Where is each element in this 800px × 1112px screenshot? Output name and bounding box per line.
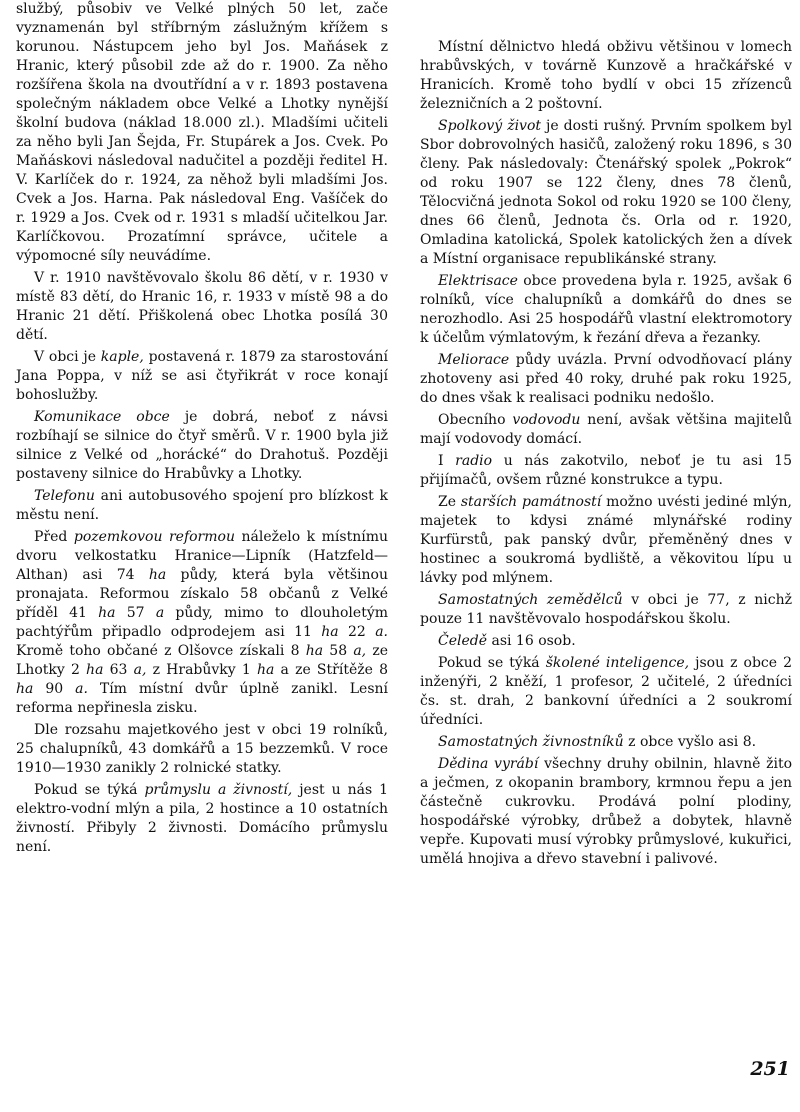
text-run: z Hrabůvky 1 (146, 662, 257, 678)
text-run: 22 (338, 624, 376, 640)
text-run: půdy, která byla většinou pronajata. Reformou získalo 58 občanů z Velké příděl 41 (16, 567, 388, 621)
paragraph (16, 721, 388, 778)
text-run: obce provedena byla r. 1925, avšak 6 rolníků, více chalupníků a domkářů do dnes se nerozhodlo. Asi 25 hospodářů vlastní elektromotory k účelům výmlatovým, k řezání dřeva a řezanky. (420, 273, 792, 346)
italic-text: Samostatných živnostníků (438, 734, 624, 750)
page-number: 251 (750, 1058, 790, 1080)
text-run: asi 16 osob. (487, 633, 576, 649)
paragraph (16, 487, 388, 525)
text-run: Před (34, 529, 74, 545)
italic-text: kaple, (100, 349, 144, 365)
paragraph (16, 0, 388, 266)
paragraph (420, 632, 792, 651)
text-run: službý, působiv ve Velké plných 50 let, zače vyznamenán byl stříbrným záslužným křížem s korunou. Nástupcem jeho byl Jos. Maňásek z Hranic, který působil zde až do r. 1900. Za něho rozšířena škola na dvoutřídní a v r. 1893 postavena společným nákladem obce Velké a Lhotky nynější školní budova (náklad 18.000 zl.). Mladšími učiteli za něho byli Jan Šejda, Fr. Stupárek a Jos. Cvek. Po Maňáskovi následoval nadučitel a později ředitel H. V. Karlíček do r. 1924, za něhož byli mladšími Jos. Cvek a Jos. Harna. Pak následoval Eng. Vašíček do r. 1929 a Jos. Cvek od r. 1931 s mladší učitelkou Jar. Karlíčkovou. Prozatímní správce, učitele a výpomocné síly neuvádíme. (16, 1, 388, 264)
text-run: Obecního (438, 412, 513, 428)
text-run: ze Lhotky 2 (16, 643, 388, 678)
right-column (420, 0, 792, 872)
paragraph (420, 591, 792, 629)
italic-text: vodovodu (512, 412, 581, 428)
italic-text: ha (148, 567, 167, 583)
text-run: jsou z obce 2 inženýři, 2 kněží, 1 profesor, 2 učitelé, 2 úředníci čs. st. drah, 2 bankovní úředníci a 2 soukromí úředníci. (420, 655, 793, 728)
text-run: půdy uvázla. První odvodňovací plány zhotoveny asi před 40 roky, druhé pak roku 1925, do dnes však k realisaci podniku nedošlo. (420, 352, 792, 406)
text-run: je dosti rušný. Prvním spolkem byl Sbor dobrovolných hasičů, založený roku 1896, s 30 členy. Pak následovaly: Čtenářský spolek „Pokrok“ od roku 1907 se 122 členy, dnes 78 členů, Tělocvičná jednota Sokol od roku 1920 se 100 členy, dnes 66 členů, Jednota čs. Orla od r. 1920, Omladina katolická, Spolek katolických žen a dívek a Místní organisace republikánské strany. (420, 118, 792, 267)
text-run: půdy, mimo to dlouholetým pachtýřům připadlo odprodejem asi 11 (16, 605, 388, 640)
paragraph (16, 528, 388, 718)
text-run: jest u nás 1 elektro-vodní mlýn a pila, 2 hostince a 10 ostatních živností. Přibyly 2 živnosti. Domácího průmyslu není. (16, 782, 388, 855)
italic-text: starších památností (460, 494, 602, 510)
italic-text: a, (353, 643, 367, 659)
text-run: V obci je (34, 349, 101, 365)
paragraph (420, 38, 792, 114)
italic-text: ha (305, 643, 324, 659)
paragraph (420, 272, 792, 348)
text-run: není, avšak většina majitelů mají vodovody domácí. (420, 412, 792, 447)
italic-text: ha (321, 624, 339, 640)
italic-text: a. (375, 624, 388, 640)
text-run: možno uvésti jediné mlýn, majetek to kdysi známé mlynářské rodiny Kurfürstů, pak panský dvůr, přeměněný dnes v hostinec a soukromá bydliště, a věkovitou lípu u lávky pod mlýnem. (420, 494, 792, 586)
italic-text: školené inteligence, (545, 655, 690, 671)
text-run: Pokud se týká (34, 782, 145, 798)
paragraph (420, 733, 792, 752)
paragraph (420, 351, 792, 408)
paragraph (420, 117, 792, 269)
paragraph (16, 781, 388, 857)
text-run: 63 (103, 662, 134, 678)
italic-text: a, (133, 662, 147, 678)
text-run: v obci je 77, z nichž pouze 11 navštěvovalo hospodářskou školu. (420, 592, 792, 627)
paragraph (420, 493, 792, 588)
text-run: Dle rozsahu majetkového jest v obci 19 rolníků, 25 chalupníků, 43 domkářů a 15 bezzemků. V roce 1910—1930 zanikly 2 rolnické statky. (16, 722, 388, 776)
text-run: z obce vyšlo asi 8. (623, 734, 757, 750)
text-run: je dobrá, neboť z návsi rozbíhají se silnice do čtyř směrů. V r. 1900 byla již silnice z Velké od „horácké“ do Drahotuš. Později postaveny silnice do Hrabůvky a Lhotky. (16, 409, 388, 482)
text-run: u nás zakotvilo, neboť je tu asi 15 přijímačů, ovšem různé konstrukce a typu. (420, 453, 792, 488)
text-run: náleželo k místnímu dvoru velkostatku Hranice—Lipník (Hatzfeld—Althan) asi 74 (16, 529, 389, 583)
italic-text: Spolkový život (438, 118, 542, 134)
paragraph (16, 269, 388, 345)
text-run: Kromě toho občané z Olšovce získali 8 (16, 643, 306, 659)
paragraph (420, 411, 792, 449)
text-run: a ze Střítěže 8 (274, 662, 388, 678)
paragraph (420, 452, 792, 490)
text-run: 57 (115, 605, 156, 621)
text-run: Pokud se týká (438, 655, 546, 671)
italic-text: a (155, 605, 165, 621)
italic-text: a. (75, 681, 88, 697)
paragraph (420, 755, 792, 869)
italic-text: radio (455, 453, 493, 469)
italic-text: ha (16, 681, 34, 697)
paragraph (16, 348, 388, 405)
italic-text: ha (86, 662, 104, 678)
paragraph (420, 654, 792, 730)
italic-text: Meliorace (438, 352, 510, 368)
italic-text: Elektrisace (438, 273, 518, 289)
text-run: V r. 1910 navštěvovalo školu 86 dětí, v r. 1930 v místě 83 dětí, do Hranic 16, r. 1933 v místě 98 a do Hranic 21 dětí. Přiškolená obec Lhotka posílá 30 dětí. (16, 270, 388, 343)
left-column (16, 0, 388, 860)
text-run: ani autobusového spojení pro blízkost k městu není. (16, 488, 388, 523)
text-run: 58 (323, 643, 354, 659)
italic-text: Telefonu (34, 488, 95, 504)
italic-text: Samostatných zemědělců (438, 592, 623, 608)
text-run: Tím místní dvůr úplně zanikl. Lesní reforma nepřinesla zisku. (16, 681, 389, 716)
paragraph (16, 408, 388, 484)
italic-text: ha (98, 605, 116, 621)
italic-text: Komunikace obce (34, 409, 170, 425)
text-run: postavená r. 1879 za starostování Jana Poppa, v níž se asi čtyřikrát v roce konají bohoslužby. (16, 349, 388, 403)
italic-text: Dědina vyrábí (438, 756, 539, 772)
italic-text: Čeledě (438, 633, 488, 649)
italic-text: ha (256, 662, 275, 678)
text-run: 90 (33, 681, 76, 697)
italic-text: pozemkovou reformou (73, 529, 235, 545)
italic-text: průmyslu a živností, (144, 782, 293, 798)
text-run: všechny druhy obilnin, hlavně žito a ječmen, z okopanin brambory, krmnou řepu a jen částečně cukrovku. Prodává polní plodiny, hospodářské výrobky, drůbež a dobytek, hlavně vepře. Kupovati musí výrobky průmyslové, kukuřici, umělá hnojiva a dřevo stavební i palivové. (420, 756, 793, 867)
text-run: Ze (438, 494, 461, 510)
text-run: I (438, 453, 456, 469)
text-run: Místní dělnictvo hledá obživu většinou v lomech hrabůvských, v továrně Kunzově a hračkářské v Hranicích. Kromě toho bydlí v obci 15 zřízenců železničních a 2 poštovní. (420, 39, 792, 112)
